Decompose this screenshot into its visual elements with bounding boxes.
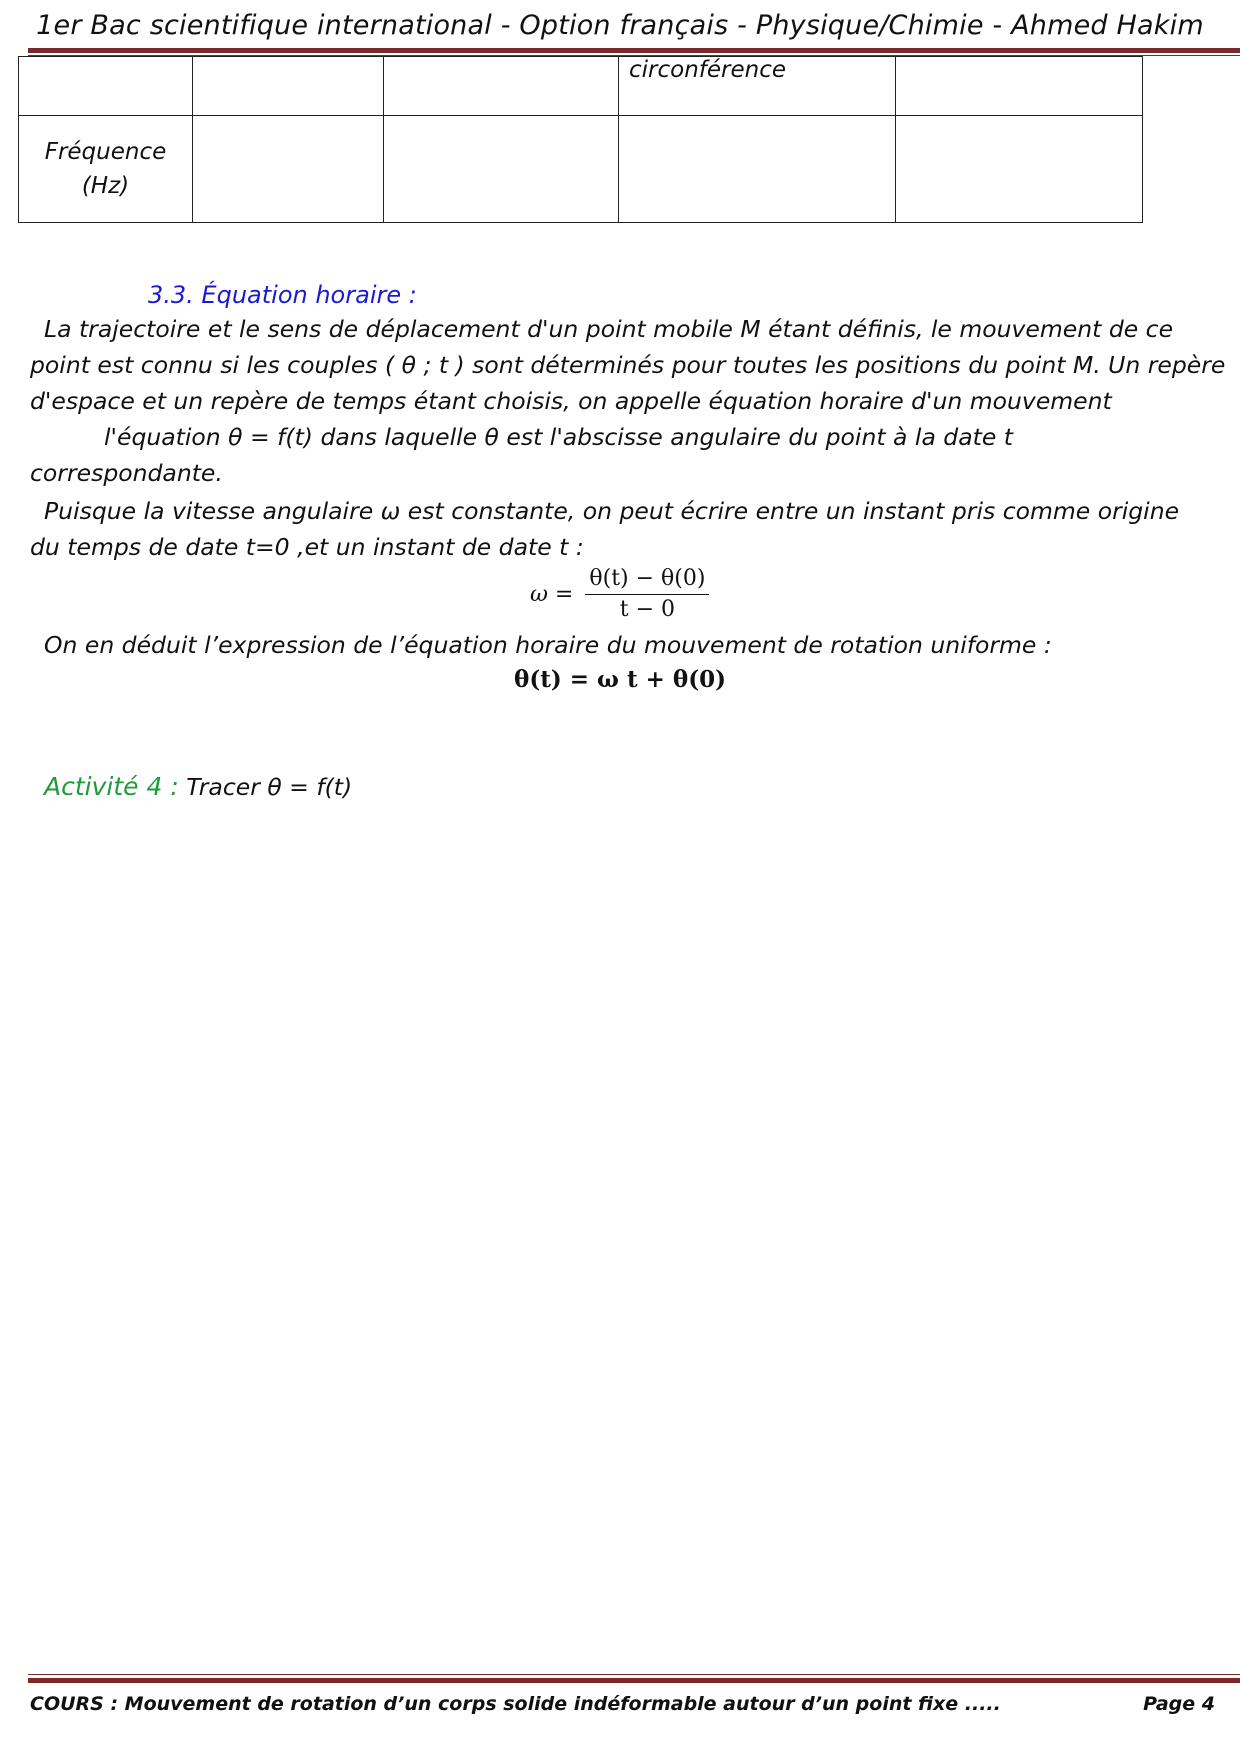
deduction-line: On en déduit l’expression de l’équation horaire du mouvement de rotation uniforme : (44, 631, 1052, 659)
table-cell (619, 116, 896, 223)
horaire-equation: θ(t) = ω t + θ(0) (514, 666, 726, 693)
table-cell (896, 57, 1143, 116)
footer-rule-thick (28, 1678, 1240, 1683)
paragraph-line: correspondante. (30, 459, 223, 487)
paragraph-line: l'équation θ = f(t) dans laquelle θ est l'abscisse angulaire du point à la date t (104, 423, 1013, 451)
footer-course-title: COURS : Mouvement de rotation d’un corps solide indéformable autour d’un point fixe ..... (30, 1693, 1001, 1715)
frequency-table (18, 56, 1143, 223)
paragraph-line: du temps de date t=0 ,et un instant de date t : (30, 533, 584, 561)
angular-velocity-fraction (530, 566, 709, 622)
fraction-numerator: θ(t) − θ(0) (585, 566, 709, 595)
header-rule-thick (28, 48, 1240, 53)
page-number: Page 4 (1143, 1693, 1215, 1715)
frequence-label: Fréquence (44, 139, 167, 165)
table-cell (193, 57, 384, 116)
table-row (19, 57, 1143, 116)
paragraph-line: point est connu si les couples ( θ ; t ) sont déterminés pour toutes les positions du point M. Un repère (30, 351, 1226, 379)
table-cell: circonférence (619, 57, 896, 116)
paragraph-line: d'espace et un repère de temps étant choisis, on appelle équation horaire d'un mouvement (30, 387, 1112, 415)
paragraph-line: La trajectoire et le sens de déplacement d'un point mobile M étant définis, le mouvement de ce (44, 315, 1174, 343)
fraction-denominator: t − 0 (619, 597, 676, 622)
table-cell (19, 57, 193, 116)
table-cell (384, 57, 619, 116)
table-cell (896, 116, 1143, 223)
footer-rule-thin (28, 1674, 1240, 1675)
activity-text: Tracer θ = f(t) (178, 773, 353, 801)
activity-4 (44, 772, 352, 802)
paragraph-line: Puisque la vitesse angulaire ω est constante, on peut écrire entre un instant pris comme origine (44, 497, 1180, 525)
table-row (19, 116, 1143, 223)
table-cell (384, 116, 619, 223)
fraction-lhs: ω = (530, 581, 574, 607)
frequence-unit: (Hz) (81, 173, 130, 199)
table-cell-frequence (19, 116, 193, 223)
table-cell (193, 116, 384, 223)
activity-label: Activité 4 : (44, 772, 179, 801)
section-heading: 3.3. Équation horaire : (148, 281, 417, 309)
page-header-title: 1er Bac scientifique international - Option français - Physique/Chimie - Ahmed Hakim (36, 10, 1204, 41)
